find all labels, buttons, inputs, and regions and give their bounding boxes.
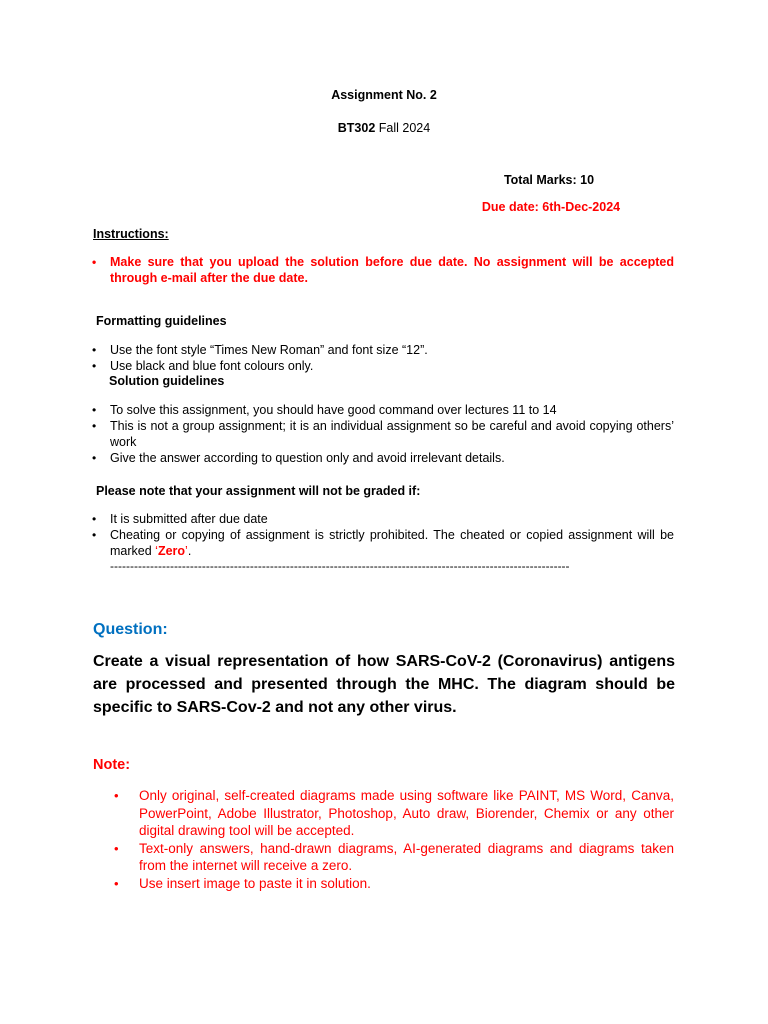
note-heading: Note: [93, 757, 131, 773]
bullet-icon: • [92, 403, 97, 417]
list-item: • Text-only answers, hand-drawn diagrams, AI-generated diagrams and diagrams taken from the internet will receive a zero. [114, 840, 674, 873]
semester: Fall 2024 [378, 121, 431, 135]
course-code: BT302 [337, 121, 376, 135]
list-item: • To solve this assignment, you should have good command over lectures 11 to 14 [92, 403, 557, 417]
bullet-icon: • [92, 343, 97, 357]
list-item: • Make sure that you upload the solution before due date. No assignment will be accepted through e-mail after the due date. [92, 255, 674, 285]
bullet-icon: • [92, 512, 97, 526]
list-item: • Cheating or copying of assignment is strictly prohibited. The cheated or copied assignment will be marked ‘Zero’. [92, 528, 674, 558]
list-item: • Use the font style “Times New Roman” and font size “12”. [92, 343, 428, 357]
list-item: • It is submitted after due date [92, 512, 268, 526]
total-marks: Total Marks: 10 [503, 173, 595, 187]
instructions-heading: Instructions: [93, 227, 169, 241]
formatting-heading: Formatting guidelines [96, 314, 227, 328]
zero-emphasis: Zero [157, 544, 186, 558]
bullet-icon: • [114, 875, 119, 891]
list-item: • Only original, self-created diagrams made using software like PAINT, MS Word, Canva, PowerPoint, Adobe Illustrator, Photoshop, Auto draw, Biorender, Chemix or any other digital drawing tool will be accepted. [114, 788, 674, 838]
bullet-icon: • [92, 528, 97, 542]
bullet-icon: • [92, 451, 97, 465]
list-item: • Use insert image to paste it in solution. [114, 875, 371, 891]
bullet-icon: • [92, 359, 97, 373]
grading-heading: Please note that your assignment will not be graded if: [96, 484, 421, 498]
list-item: • This is not a group assignment; it is an individual assignment so be careful and avoid copying others’ work [92, 419, 674, 449]
question-text: Create a visual representation of how SARS-CoV-2 (Coronavirus) antigens are processed and presented through the MHC. The diagram should be specific to SARS-Cov-2 and not any other virus. [93, 653, 675, 716]
due-date: Due date: 6th-Dec-2024 [481, 200, 621, 214]
list-item: • Use black and blue font colours only. [92, 359, 314, 373]
bullet-icon: • [92, 255, 97, 269]
question-heading: Question: [93, 621, 168, 638]
separator-line: ------------------------------------------------------------------------------------------------------------------- [110, 559, 570, 573]
note-list [114, 787, 674, 892]
solution-heading: Solution guidelines [109, 374, 225, 388]
list-item: • Give the answer according to question only and avoid irrelevant details. [92, 451, 505, 465]
instructions-list [92, 254, 674, 286]
course-line [0, 121, 768, 135]
bullet-icon: • [114, 788, 119, 803]
assignment-title: Assignment No. 2 [331, 88, 437, 102]
bullet-icon: • [92, 419, 97, 433]
bullet-icon: • [114, 840, 119, 856]
solution-list [92, 402, 674, 466]
formatting-list [92, 342, 674, 374]
grading-list [92, 511, 674, 559]
